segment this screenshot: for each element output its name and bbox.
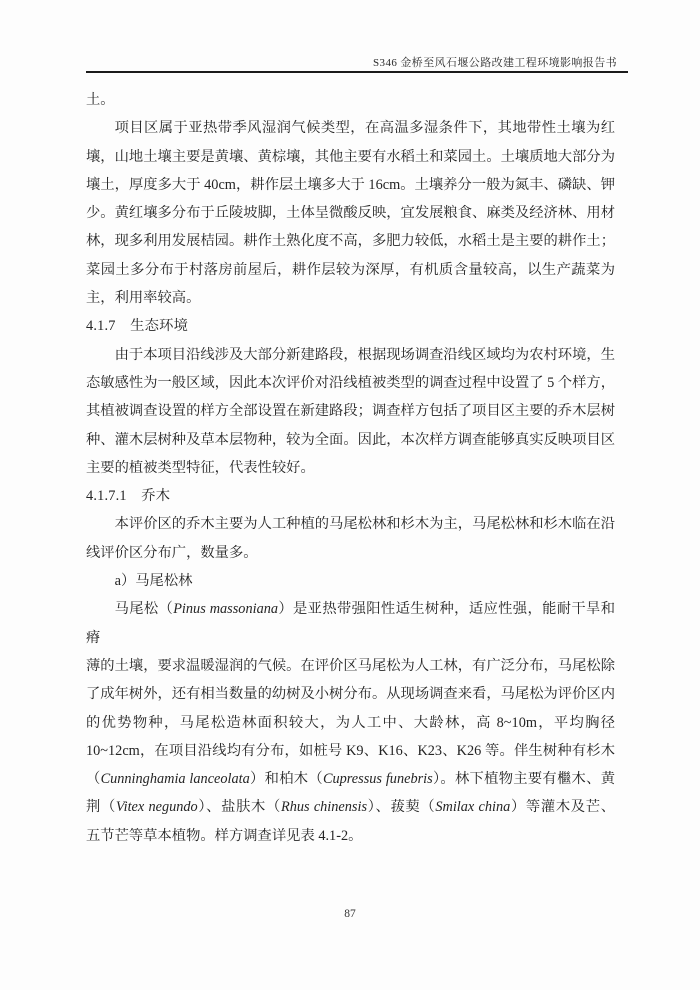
text-line: 壤，山地土壤主要是黄壤、黄棕壤，其他主要有水稻土和菜园土。土壤质地大部分为 [86,148,615,165]
text-line: 了成年树外，还有相当数量的幼树及小树分布。从现场调查来看，马尾松为评价区内 [86,686,615,703]
section-heading: 4.1.7 生态环境 [86,318,189,335]
text-line: 马尾松（Pinus massoniana）是亚热带强阳性适生树种，适应性强，能耐干旱和瘠 [86,601,615,646]
text-line: 五节芒等草本植物。样方调查详见表 4.1-2。 [86,827,363,844]
text-line: 由于本项目沿线涉及大部分新建路段，根据现场调查沿线区域均为农村环境，生 [114,346,615,363]
text-line: 少。黄红壤多分布于丘陵坡脚，土体呈微酸反映，宜发展粮食、麻类及经济林、用材 [86,205,615,222]
document-body [86,86,615,850]
text-line: 荆（Vitex negundo）、盐肤木（Rhus chinensis）、菝葜（Smilax china）等灌木及芒、 [86,799,616,816]
text-line: 林，现多利用发展桔园。耕作土熟化度不高，多肥力较低，水稻土是主要的耕作土； [86,233,615,250]
text-line: 其植被调查设置的样方全部设置在新建路段；调查样方包括了项目区主要的乔木层树 [86,403,615,420]
text-line: 线评价区分布广，数量多。 [86,544,258,561]
text-line: 菜园土多分布于村落房前屋后，耕作层较为深厚，有机质含量较高，以生产蔬菜为 [86,261,615,278]
text-line: 主要的植被类型特征，代表性较好。 [86,459,315,476]
page-header-title: S346 金桥至风石堰公路改建工程环境影响报告书 [373,57,617,69]
section-heading: 4.1.7.1 乔木 [86,488,171,505]
text-line: 本评价区的乔木主要为人工种植的马尾松林和杉木为主，马尾松林和杉木临在沿 [114,516,615,533]
text-line: 薄的土壤，要求温暖湿润的气候。在评价区马尾松为人工林，有广泛分布，马尾松除 [86,657,615,674]
text-line: 土。 [86,92,115,108]
list-item-label: a）马尾松林 [114,573,193,590]
text-line: 态敏感性为一般区域，因此本次评价对沿线植被类型的调查过程中设置了 5 个样方， [86,374,615,391]
text-line: 的优势物种，马尾松造林面积较大，为人工中、大龄林，高 8~10m，平均胸径 [86,714,615,731]
page-number: 87 [344,908,356,920]
text-line: 主，利用率较高。 [86,290,201,307]
text-line: 壤土，厚度多大于 40cm，耕作层土壤多大于 16cm。土壤养分一般为氮丰、磷缺、钾 [86,176,615,193]
text-line: （Cunninghamia lanceolata）和柏木（Cupressus funebris）。林下植物主要有檵木、黄 [86,771,616,788]
header-rule [86,71,628,73]
text-line: 项目区属于亚热带季风湿润气候类型，在高温多湿条件下，其地带性土壤为红 [114,120,615,137]
text-line: 10~12cm，在项目沿线均有分布，如桩号 K9、K16、K23、K26 等。伴生树种有杉木 [86,742,615,759]
text-line: 种、灌木层树种及草本层物种，较为全面。因此，本次样方调查能够真实反映项目区 [86,431,615,448]
